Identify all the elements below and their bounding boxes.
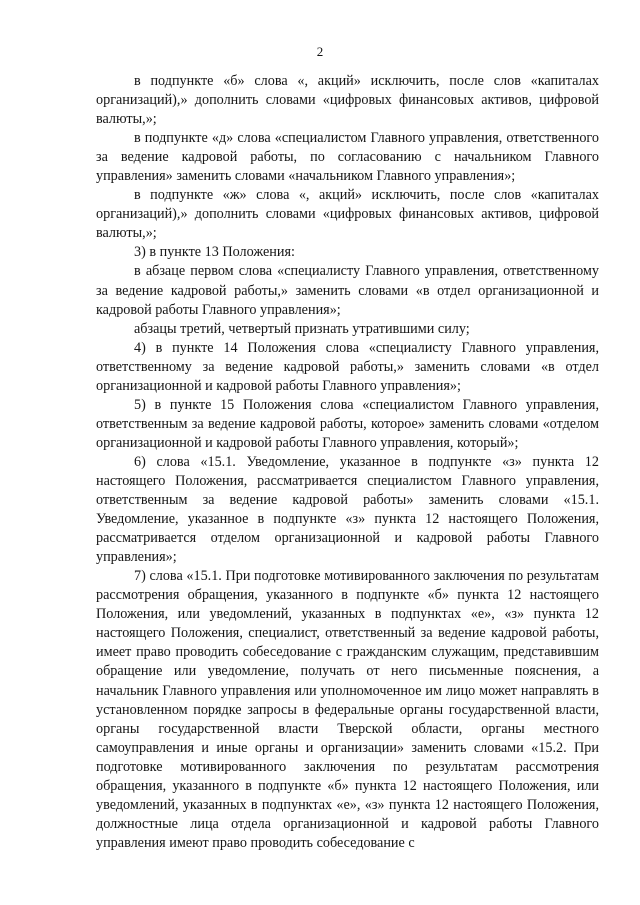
page-number: 2 [316,44,324,59]
paragraph-item-5: 5) в пункте 15 Положения слова «специалистом Главного управления, ответственным за ведение кадровой работы, которое» заменить словами «отделом организационной и кадровой работы Главного управления, который»; [96,396,599,451]
document-body [96,72,599,853]
paragraph-subitem-b: в подпункте «б» слова «, акций» исключить, после слов «капиталах организаций),» дополнить словами «цифровых финансовых активов, цифровой валюты,»; [96,73,599,128]
paragraph-subitem-d: в подпункте «д» слова «специалистом Главного управления, ответственного за ведение кадровой работы, по согласованию с начальником Главного управления» заменить словами «начальником Главного управления»; [96,130,599,185]
paragraph-item-4: 4) в пункте 14 Положения слова «специалисту Главного управления, ответственному за ведение кадровой работы,» заменить словами «в отдел организационной и кадровой работы Главного управления»; [96,339,599,394]
paragraph-item-6: 6) слова «15.1. Уведомление, указанное в подпункте «з» пункта 12 настоящего Положения, рассматривается специалистом Главного управления, ответственным за ведение кадровой работы» заменить словами «15.1. Уведомление, указанное в подпункте «з» пункта 12 настоящего Положения, рассматривается отделом организационной и кадровой работы Главного управления»; [96,453,599,566]
paragraph-item-7: 7) слова «15.1. При подготовке мотивированного заключения по результатам рассмотрения обращения, указанного в подпункте «б» пункта 12 настоящего Положения, или уведомлений, указанных в подпунктах «е», «з» пункта 12 настоящего Положения, специалист, ответственный за ведение кадровой работы, имеет право проводить собеседование с гражданским служащим, представившим обращение или уведомление, получать от него письменные пояснения, а начальник Главного управления или уполномоченное им лицо может направлять в установленном порядке запросы в федеральные органы государственной власти, органы государственной власти Тверской области, органы местного самоуправления и иные органы и организации» заменить словами «15.2. При подготовке мотивированного заключения по результатам рассмотрения обращения, указанного в подпункте «б» пункта 12 настоящего Положения, или уведомлений, указанных в подпунктах «е», «з» пункта 12 настоящего Положения, должностные лица отдела организационной и кадровой работы Главного управления имеют право проводить собеседование с [96,568,599,851]
paragraph-item-3: 3) в пункте 13 Положения: [134,244,295,261]
paragraph-subitem-zh: в подпункте «ж» слова «, акций» исключить, после слов «капиталах организаций),» дополнить словами «цифровых финансовых активов, цифровой валюты,»; [96,187,599,242]
paragraph-item-3-abzats-lost-force: абзацы третий, четвертый признать утратившими силу; [134,320,470,337]
paragraph-item-3-first-abzats: в абзаце первом слова «специалисту Главного управления, ответственному за ведение кадровой работы,» заменить словами «в отдел организационной и кадровой работы Главного управления»; [96,263,599,318]
